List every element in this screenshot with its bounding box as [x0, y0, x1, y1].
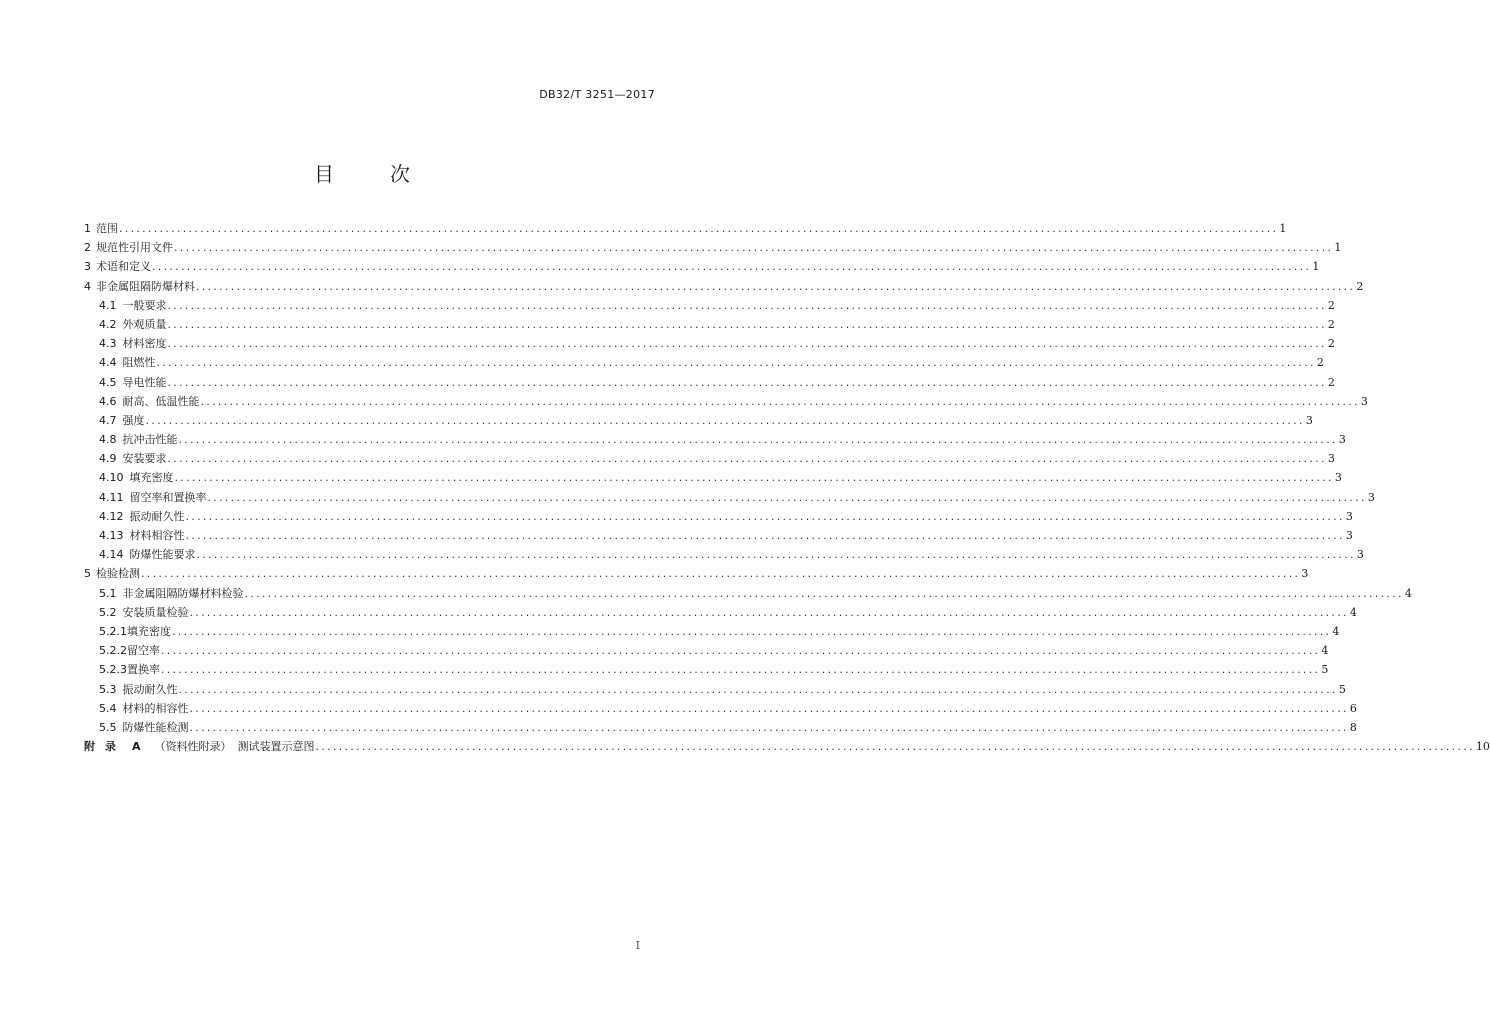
toc-leader-dots: ........................................................................................................................................................................................................: [200, 394, 1360, 408]
toc-entry-page: 2: [1327, 375, 1335, 389]
toc-entry[interactable]: [84, 699, 1357, 718]
toc-leader-dots: ........................................................................................................................................................................................................: [196, 279, 1356, 293]
toc-leader-dots: ........................................................................................................................................................................................................: [161, 644, 1321, 658]
toc-entry[interactable]: [84, 449, 1335, 468]
toc-entry-page: 3: [1334, 471, 1342, 485]
toc-entry-page: 5: [1321, 663, 1329, 677]
toc-entry-label: 外观质量: [122, 317, 167, 331]
toc-entry[interactable]: [84, 680, 1346, 699]
toc-leader-dots: ........................................................................................................................................................................................................: [167, 298, 1327, 312]
toc-leader-dots: ........................................................................................................................................................................................................: [141, 567, 1301, 581]
toc-entry-number: 4.6: [99, 394, 117, 408]
toc-entry[interactable]: [84, 392, 1368, 411]
toc-entry-page: 3: [1327, 452, 1335, 466]
toc-entry-page: 2: [1327, 317, 1335, 331]
toc-entry[interactable]: [84, 257, 1320, 276]
toc-leader-dots: ........................................................................................................................................................................................................: [185, 529, 1345, 542]
toc-entry-label: 抗冲击性能: [122, 433, 178, 447]
toc-entry-label: 振动耐久性: [129, 509, 185, 523]
toc-entry-label: 安装质量检验: [122, 605, 189, 619]
toc-entry-page: 4: [1332, 624, 1340, 638]
toc-entry[interactable]: [84, 411, 1313, 430]
toc-entry-page: 3: [1305, 413, 1313, 427]
toc-entry-label: 范围: [96, 222, 118, 235]
toc-entry-label: 阻燃性: [122, 356, 156, 370]
toc-entry-number: 4.9: [99, 452, 117, 466]
toc-entry-label: 非金属阻隔防爆材料检验: [122, 586, 244, 600]
toc-entry-number: 4.2: [99, 317, 117, 331]
toc-entry-label: 材料密度: [122, 337, 167, 351]
toc-entry-page: 1: [1334, 241, 1342, 255]
toc-leader-dots: ........................................................................................................................................................................................................: [185, 509, 1345, 523]
toc-entry-number: 1: [84, 222, 91, 235]
toc-entry-page: 2: [1327, 337, 1335, 351]
toc-entry[interactable]: [84, 641, 1329, 660]
toc-entry-number: 5.3: [99, 682, 117, 696]
toc-entry-label: 一般要求: [122, 298, 167, 312]
toc-entry-page: 2: [1316, 356, 1324, 370]
toc-entry-label: 材料相容性: [129, 529, 185, 542]
standard-code: DB32/T 3251—2017: [539, 88, 655, 101]
toc-entry[interactable]: [84, 353, 1324, 372]
toc-leader-dots: ........................................................................................................................................................................................................: [167, 317, 1327, 331]
toc-entry[interactable]: [84, 584, 1412, 603]
toc-entry-number: 5.2: [99, 605, 117, 619]
toc-entry-number: 5.4: [99, 701, 117, 715]
toc-leader-dots: ........................................................................................................................................................................................................: [178, 433, 1338, 447]
toc-entry[interactable]: [84, 622, 1340, 641]
toc-entry[interactable]: [84, 603, 1357, 622]
toc-entry-number: 4.5: [99, 375, 117, 389]
toc-leader-dots: ........................................................................................................................................................................................................: [207, 490, 1367, 504]
toc-leader-dots: ........................................................................................................................................................................................................: [161, 663, 1321, 677]
toc-entry-number: 4.11: [99, 490, 124, 504]
toc-entry[interactable]: [84, 468, 1342, 487]
toc-appendix-entry[interactable]: [84, 737, 1490, 756]
toc-entry-label: 强度: [122, 413, 145, 427]
toc-entry-number: 4.8: [99, 433, 117, 447]
toc-entry-label: 耐高、低温性能: [122, 394, 200, 408]
toc-leader-dots: ........................................................................................................................................................................................................: [178, 682, 1338, 696]
toc-leader-dots: ........................................................................................................................................................................................................: [167, 375, 1327, 389]
toc-entry-number: 4.14: [99, 548, 124, 562]
toc-entry-number: 5.2.3: [99, 663, 127, 677]
toc-entry[interactable]: [84, 526, 1353, 545]
toc-title-char-2: 次: [390, 162, 410, 186]
toc-entry-page: 3: [1345, 529, 1353, 542]
toc-entry-page: 3: [1338, 433, 1346, 447]
toc-entry-label: 安装要求: [122, 452, 167, 466]
appendix-page: 10: [1475, 740, 1490, 754]
toc-entry-label: 填充密度: [129, 471, 174, 485]
toc-entry-page: 3: [1356, 548, 1364, 562]
toc-entry-label: 材料的相容性: [122, 701, 189, 715]
toc-entry-number: 4.7: [99, 413, 117, 427]
toc-leader-dots: ........................................................................................................................................................................................................: [189, 720, 1349, 734]
toc-leader-dots: ........................................................................................................................................................................................................: [189, 605, 1349, 619]
toc-entry-number: 5.1: [99, 586, 117, 600]
toc-leader-dots: ........................................................................................................................................................................................................: [189, 701, 1349, 715]
toc-entry[interactable]: [84, 718, 1357, 737]
toc-entry-number: 4.10: [99, 471, 124, 485]
appendix-word: 附录: [84, 740, 126, 754]
toc-entry[interactable]: [84, 507, 1353, 526]
toc-entry[interactable]: [84, 545, 1364, 564]
appendix-type: （资料性附录）: [154, 740, 232, 754]
toc-entry-label: 检验检测: [96, 567, 140, 581]
toc-entry[interactable]: [84, 564, 1309, 583]
toc-entry[interactable]: [84, 296, 1335, 315]
toc-leader-dots: ........................................................................................................................................................................................................: [145, 413, 1305, 427]
toc-entry[interactable]: [84, 660, 1329, 679]
toc-entry-page: 8: [1349, 720, 1357, 734]
toc-entry-number: 4.4: [99, 356, 117, 370]
toc-entry-label: 术语和定义: [96, 260, 151, 274]
toc-entry-label: 防爆性能要求: [129, 548, 196, 562]
toc-entry-page: 3: [1360, 394, 1368, 408]
toc-entry[interactable]: [84, 219, 1287, 238]
toc-entry-number: 3: [84, 260, 91, 274]
toc-leader-dots: ........................................................................................................................................................................................................: [119, 222, 1279, 235]
appendix-letter: A: [132, 740, 141, 754]
toc-entry[interactable]: [84, 430, 1346, 449]
toc-entry[interactable]: [84, 488, 1375, 507]
toc-entry-number: 5.2.2: [99, 644, 127, 658]
toc-entry-page: 1: [1312, 260, 1320, 274]
toc-entry-number: 4.13: [99, 529, 124, 542]
toc-entry-page: 6: [1349, 701, 1357, 715]
table-of-contents: [84, 219, 1490, 756]
page-number: I: [635, 939, 640, 952]
toc-leader-dots: ........................................................................................................................................................................................................: [174, 471, 1334, 485]
toc-entry[interactable]: [84, 373, 1335, 392]
toc-leader-dots: ........................................................................................................................................................................................................: [167, 337, 1327, 351]
toc-entry-number: 5.2.1: [99, 624, 127, 638]
toc-entry-label: 导电性能: [122, 375, 167, 389]
toc-leader-dots: ........................................................................................................................................................................................................: [172, 624, 1332, 638]
toc-entry-label: 防爆性能检测: [122, 720, 189, 734]
toc-entry-number: 4: [84, 279, 91, 293]
toc-entry-page: 3: [1301, 567, 1309, 581]
toc-entry[interactable]: [84, 238, 1342, 257]
toc-entry-page: 5: [1338, 682, 1346, 696]
toc-entry-number: 5: [84, 567, 91, 581]
toc-entry-page: 3: [1367, 490, 1375, 504]
toc-entry-label: 规范性引用文件: [96, 241, 173, 255]
toc-entry-page: 1: [1279, 222, 1287, 235]
toc-entry-page: 4: [1404, 586, 1412, 600]
toc-leader-dots: ........................................................................................................................................................................................................: [196, 548, 1356, 562]
toc-leader-dots: ........................................................................................................................................................................................................: [156, 356, 1316, 370]
toc-leader-dots: ........................................................................................................................................................................................................: [315, 740, 1475, 754]
toc-entry-page: 2: [1356, 279, 1364, 293]
toc-leader-dots: ........................................................................................................................................................................................................: [152, 260, 1312, 274]
toc-entry-label: 留空率: [127, 644, 160, 658]
appendix-title: 测试装置示意图: [237, 740, 315, 754]
toc-leader-dots: ........................................................................................................................................................................................................: [244, 586, 1404, 600]
toc-title-char-1: 目: [314, 162, 334, 186]
toc-entry-number: 4.1: [99, 298, 117, 312]
toc-entry-label: 非金属阻隔防爆材料: [96, 279, 195, 293]
toc-leader-dots: ........................................................................................................................................................................................................: [167, 452, 1327, 466]
toc-title: [0, 158, 724, 187]
toc-entry[interactable]: [84, 315, 1335, 334]
toc-entry-label: 留空率和置换率: [129, 490, 207, 504]
toc-leader-dots: ........................................................................................................................................................................................................: [174, 241, 1334, 255]
toc-entry-label: 填充密度: [127, 624, 171, 638]
toc-entry[interactable]: [84, 334, 1335, 353]
toc-entry-page: 3: [1345, 509, 1353, 523]
toc-entry-number: 4.3: [99, 337, 117, 351]
toc-entry-page: 4: [1349, 605, 1357, 619]
toc-entry-page: 4: [1321, 644, 1329, 658]
toc-entry-number: 5.5: [99, 720, 117, 734]
toc-entry-label: 置换率: [127, 663, 160, 677]
toc-entry-number: 2: [84, 241, 91, 255]
toc-entry[interactable]: [84, 277, 1364, 296]
toc-entry-page: 2: [1327, 298, 1335, 312]
toc-entry-label: 振动耐久性: [122, 682, 178, 696]
toc-entry-number: 4.12: [99, 509, 124, 523]
